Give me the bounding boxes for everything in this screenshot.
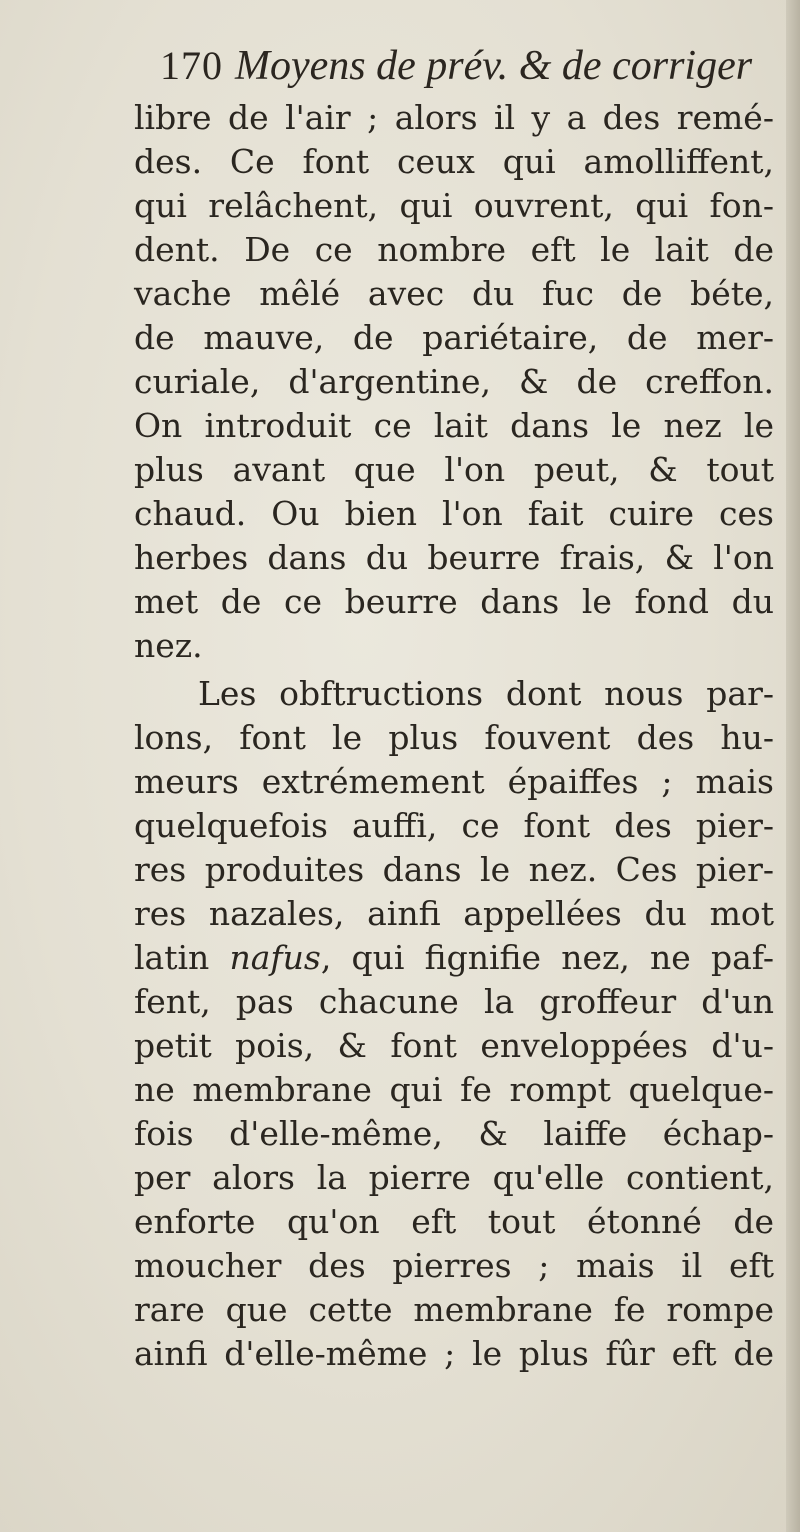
latin-word: nafus: [229, 938, 321, 977]
page-edge-shadow: [786, 0, 800, 1532]
text-line: libre de l'air ; alors il y a des remé-: [134, 98, 774, 137]
text-line: dent. De ce nombre eft le lait de: [134, 230, 774, 269]
text-line: res nazales, ainfi appellées du mot: [134, 894, 774, 933]
text-line: ainfi d'elle-même ; le plus fûr eft de: [134, 1334, 774, 1373]
running-title: Moyens de prév. & de corriger: [235, 43, 753, 89]
text-segment: latin: [134, 938, 230, 977]
paragraph-first-line: Les obftructions dont nous par-: [198, 674, 774, 713]
text-line-with-italic: [134, 936, 774, 980]
text-line: per alors la pierre qu'elle contient,: [134, 1158, 774, 1197]
text-line: quelquefois auffi, ce font des pier-: [134, 806, 774, 845]
text-line: fent, pas chacune la groffeur d'un: [134, 982, 774, 1021]
text-line: meurs extrémement épaiffes ; mais: [134, 762, 774, 801]
text-line: lons, font le plus fouvent des hu-: [134, 718, 774, 757]
text-line: de mauve, de pariétaire, de mer-: [134, 318, 774, 357]
text-line: fois d'elle-même, & laiffe échap-: [134, 1114, 774, 1153]
text-line: herbes dans du beurre frais, & l'on: [134, 538, 774, 577]
text-line: qui relâchent, qui ouvrent, qui fon-: [134, 186, 774, 225]
text-line: vache mêlé avec du fuc de béte,: [134, 274, 774, 313]
text-line: enforte qu'on eft tout étonné de: [134, 1202, 774, 1241]
text-line: ne membrane qui fe rompt quelque-: [134, 1070, 774, 1109]
text-line: On introduit ce lait dans le nez le: [134, 406, 774, 445]
text-line: res produites dans le nez. Ces pier-: [134, 850, 774, 889]
text-line: petit pois, & font enveloppées d'u-: [134, 1026, 774, 1065]
text-segment: , qui fignifie nez, ne paf-: [320, 938, 774, 977]
text-line: des. Ce font ceux qui amolliffent,: [134, 142, 774, 181]
text-line: chaud. Ou bien l'on fait cuire ces: [134, 494, 774, 533]
text-line: rare que cette membrane fe rompe: [134, 1290, 774, 1329]
text-line: plus avant que l'on peut, & tout: [134, 450, 774, 489]
text-line: nez.: [134, 626, 203, 665]
page-number: 170: [160, 43, 223, 88]
text-line: moucher des pierres ; mais il eft: [134, 1246, 774, 1285]
text-line: met de ce beurre dans le fond du: [134, 582, 774, 621]
text-line: curiale, d'argentine, & de creffon.: [134, 362, 774, 401]
body-text: [134, 96, 774, 1376]
running-head: [160, 42, 770, 98]
